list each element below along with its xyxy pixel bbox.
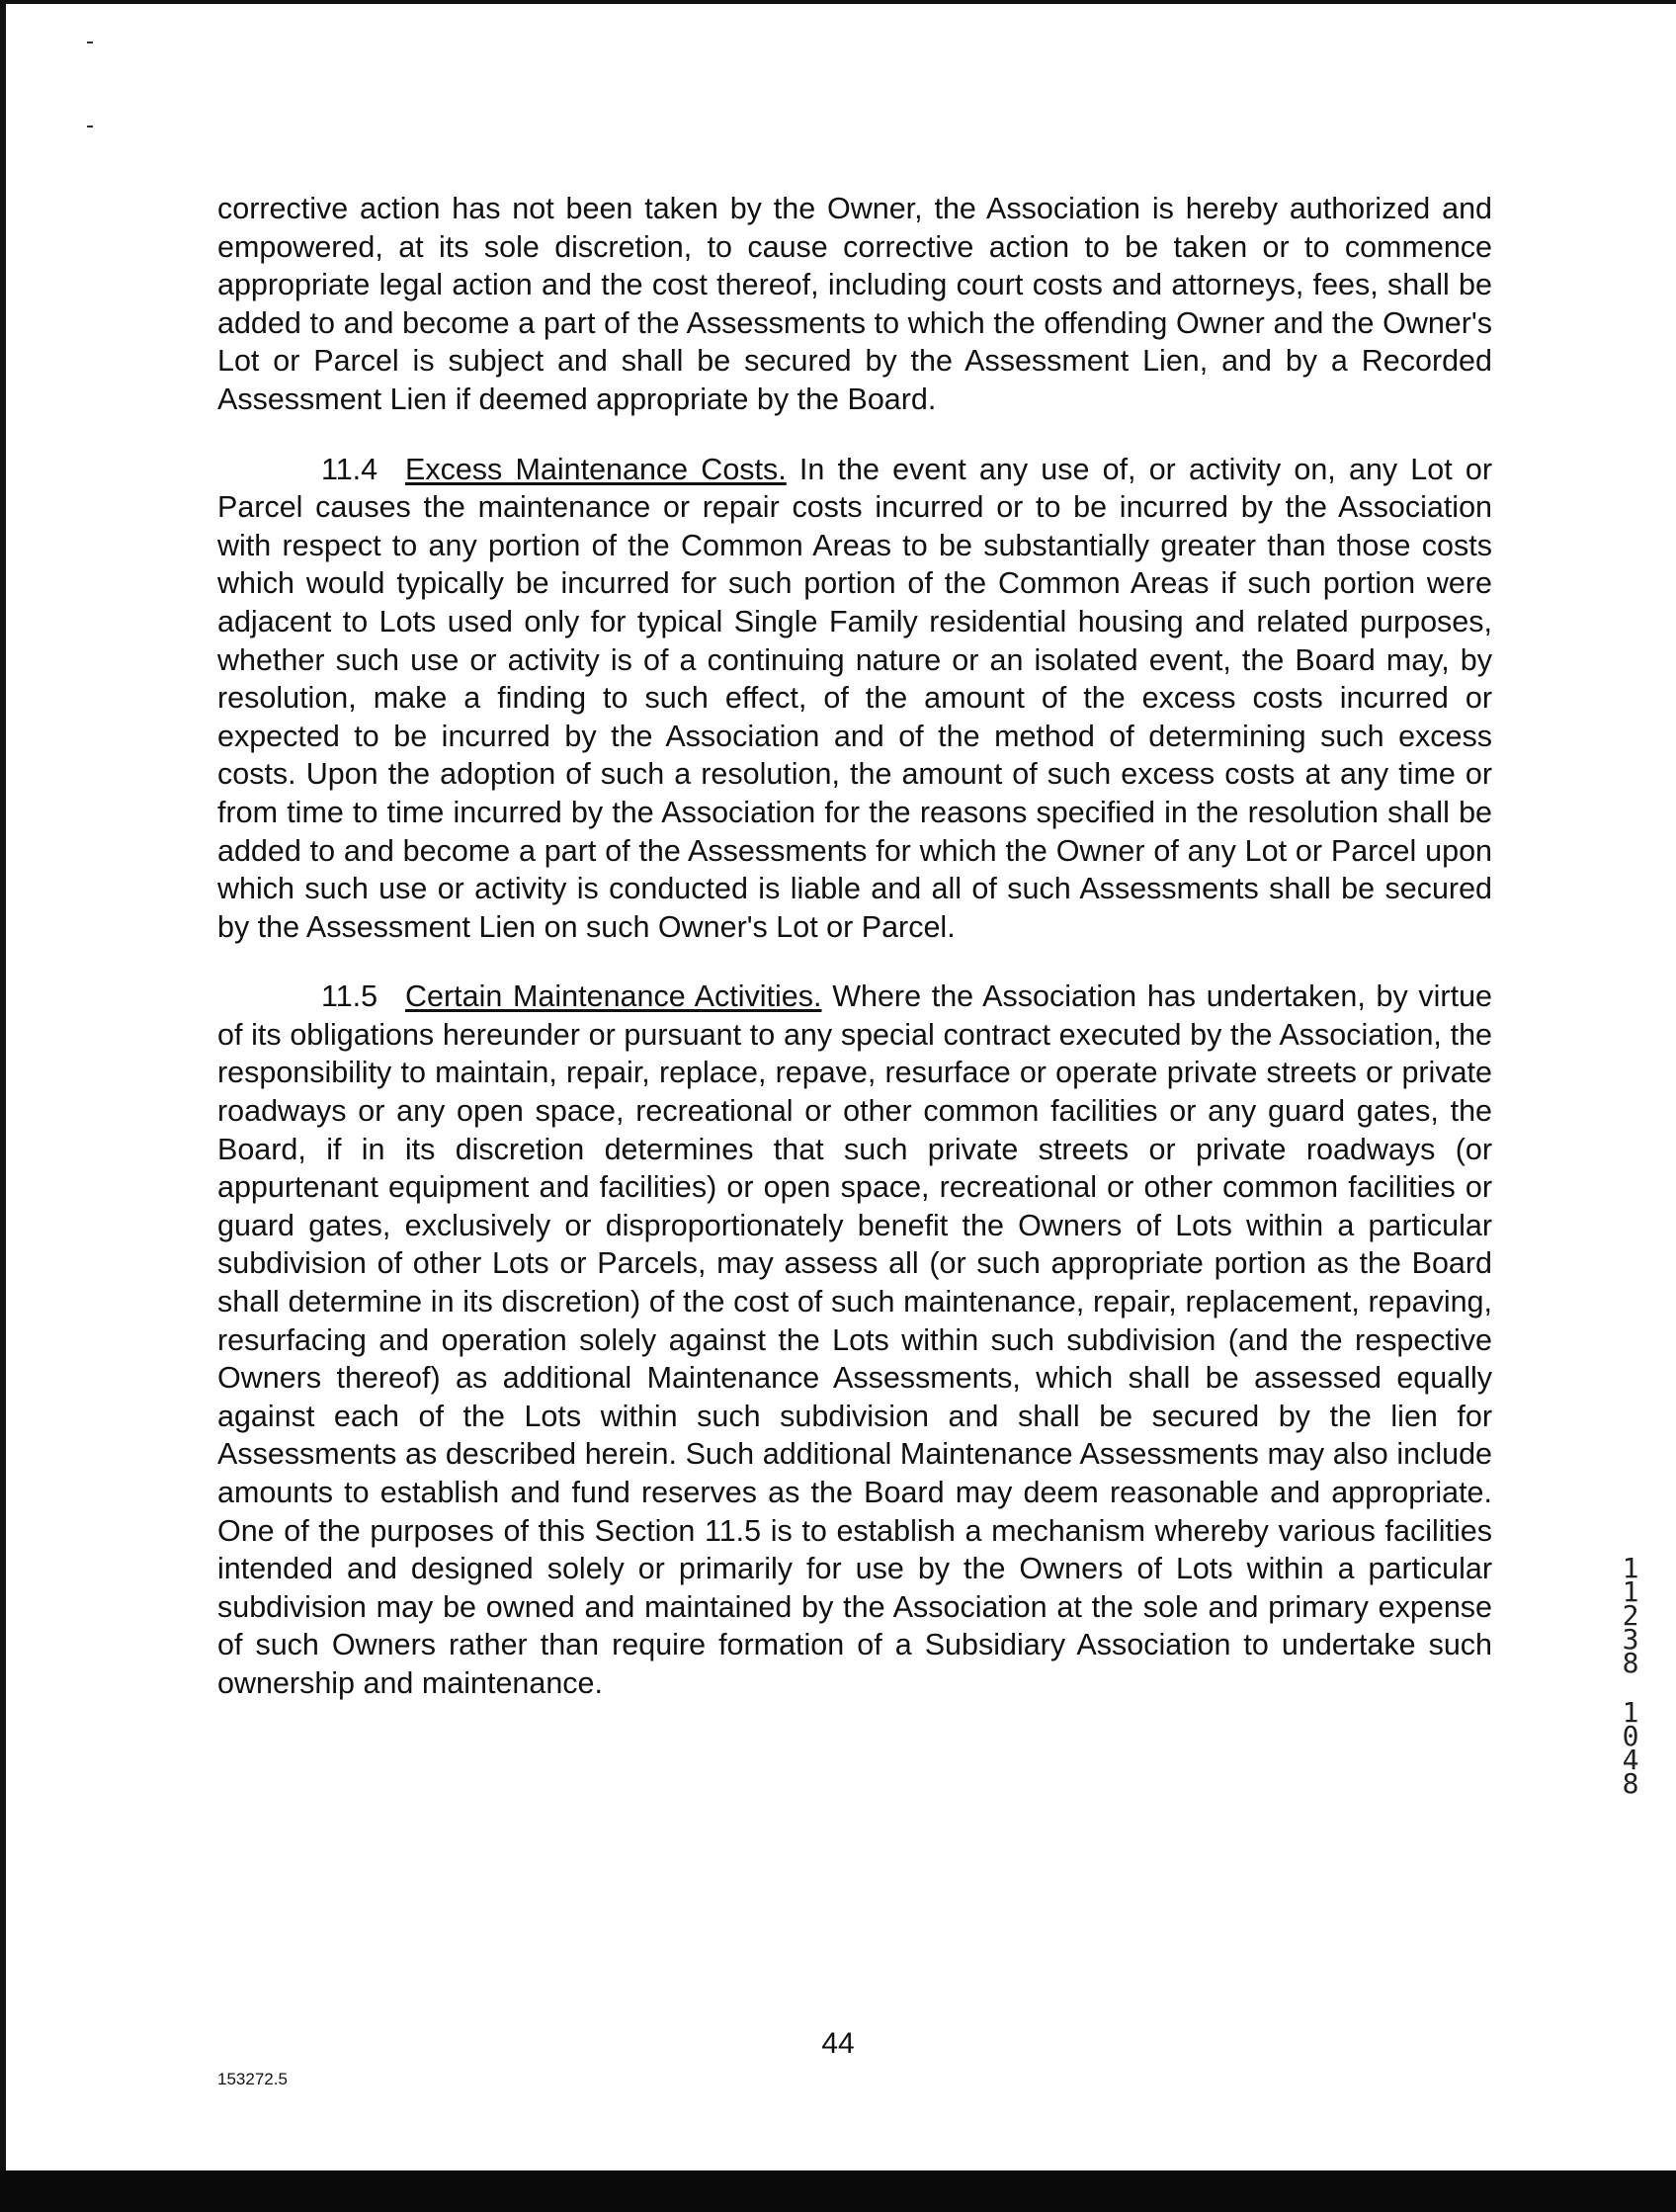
scan-border-top: [0, 0, 1676, 4]
stamp-digit: 2: [1622, 1599, 1639, 1632]
stamp-digit: 3: [1622, 1623, 1639, 1656]
paragraph-continuation: corrective action has not been taken by the Owner, the Association is hereby authorized and empowered, at its sole discretion, to cause corrective action to be taken or to commence appropriate legal action and the cost thereof, including court costs and attorneys, fees, shall be added to and become a part of the Assessments to which the offending Owner and the Owner's Lot or Parcel is subject and shall be secured by the Assessment Lien, and by a Recorded Assessment Lien if deemed appropriate by the Board.: [217, 192, 1492, 416]
document-body: [217, 190, 1492, 1703]
section-11-4: [217, 451, 1492, 947]
stamp-digit: 4: [1622, 1744, 1639, 1776]
recording-stamp: [1617, 1552, 1644, 1800]
section-text: In the event any use of, or activity on, any Lot or Parcel causes the maintenance or repair costs incurred or to be incurred by the Association with respect to any portion of the Common Areas to be substantially greater than those costs which would typically be incurred for such portion of the Common Areas if such portion were adjacent to Lots used only for typical Single Family residential housing and related purposes, whether such use or activity is of a continuing nature or an isolated event, the Board may, by resolution, make a finding to such effect, of the amount of the excess costs incurred or expected to be incurred by the Association and of the method of determining such excess costs. Upon the adoption of such a resolution, the amount of such excess costs at any time or from time to time incurred by the Association for the reasons specified in the resolution shall be added to and become a part of the Assessments for which the Owner of any Lot or Parcel upon which such use or activity is conducted is liable and all of such Assessments shall be secured by the Assessment Lien on such Owner's Lot or Parcel.: [217, 452, 1492, 944]
section-11-5: [217, 978, 1492, 1702]
document-id: 153272.5: [217, 2070, 288, 2088]
section-number: 11.4: [321, 452, 378, 486]
section-text: Where the Association has undertaken, by virtue of its obligations hereunder or pursuant to any special contract executed by the Association, the responsibility to maintain, repair, replace, repave, resurface or operate private streets or private roadways or any open space, recreational or other common facilities or any guard gates, the Board, if in its discretion determines that such private streets or private roadways (or appurtenant equipment and facilities) or open space, recreational or other common facilities or guard gates, exclusively or disproportionately benefit the Owners of Lots within a particular subdivision of other Lots or Parcels, may assess all (or such appropriate portion as the Board shall determine in its discretion) of the cost of such maintenance, repair, replacement, repaving, resurfacing and operation solely against the Lots within such subdivision (and the respective Owners thereof) as additional Maintenance Assessments, which shall be assessed equally against each of the Lots within such subdivision and shall be secured by the lien for Assessments as described herein. Such additional Maintenance Assessments may also include amounts to establish and fund reserves as the Board may deem reasonable and appropriate. One of the purposes of this Section 11.5 is to establish a mechanism whereby various facilities intended and designed solely or primarily for use by the Owners of Lots within a particular subdivision may be owned and maintained by the Association at the sole and primary expense of such Owners rather than require formation of a Subsidiary Association to undertake such ownership and maintenance.: [217, 979, 1492, 1700]
scan-mark: [87, 126, 93, 128]
stamp-digit: 1: [1622, 1696, 1639, 1729]
scan-border-left: [0, 0, 6, 2212]
stamp-digit: 1: [1622, 1575, 1639, 1608]
stamp-digit: 8: [1622, 1647, 1639, 1679]
scan-mark: [87, 42, 93, 43]
stamp-digit: 8: [1622, 1767, 1639, 1800]
section-number: 11.5: [321, 979, 378, 1014]
section-heading: Certain Maintenance Activities.: [405, 979, 822, 1014]
scan-border-bottom: [0, 2170, 1676, 2212]
stamp-digit: 0: [1622, 1720, 1639, 1752]
section-heading: Excess Maintenance Costs.: [405, 452, 787, 486]
stamp-digit: 1: [1622, 1552, 1639, 1584]
page-number: 44: [821, 2027, 855, 2060]
